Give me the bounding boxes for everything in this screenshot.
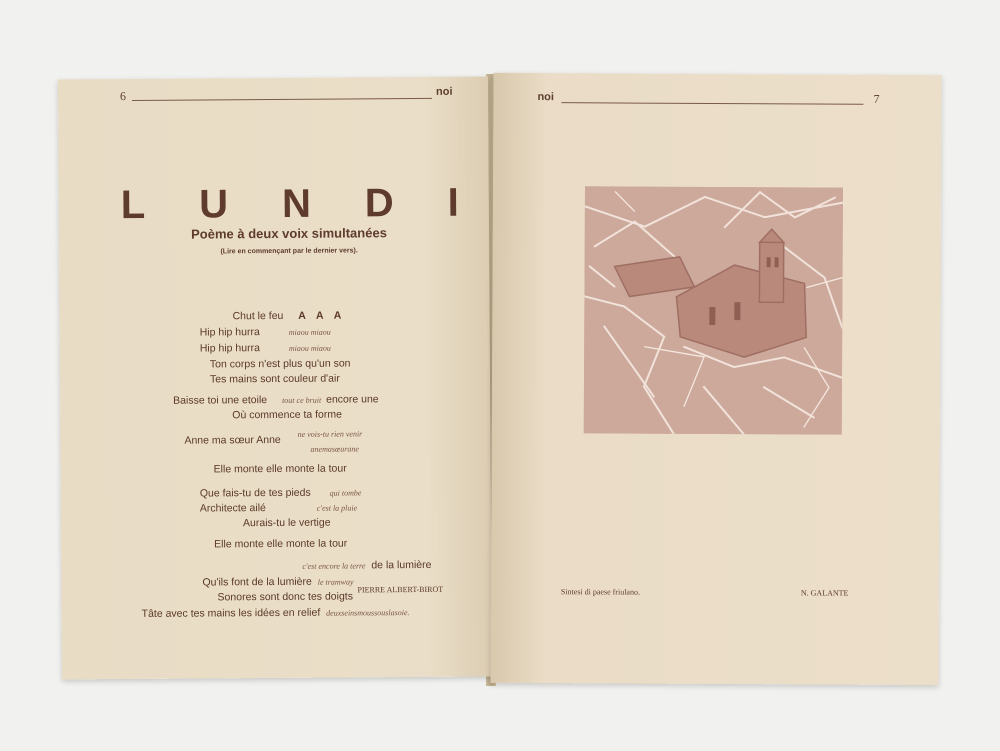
poem-italic: c'est la pluie (316, 503, 358, 513)
poem-line (200, 501, 357, 514)
page-title (121, 181, 461, 228)
artwork-illustration (584, 186, 843, 434)
artist-name: N. GALANTE (800, 588, 849, 598)
title-letter: N (281, 181, 314, 226)
page-number: 7 (873, 91, 880, 106)
title-letter: I (447, 180, 461, 225)
poem-text: Hip hip hurra (199, 326, 260, 339)
running-head: noi (537, 91, 555, 104)
poem-line (200, 342, 331, 355)
poem-italic: ne vois-tu rien venir (297, 429, 363, 439)
poem-line: Elle monte elle monte la tour (213, 462, 347, 476)
landscape-sketch (584, 186, 843, 434)
poem-line: Elle monte elle monte la tour (214, 537, 348, 551)
poem-line (310, 442, 359, 454)
title-letter: D (364, 181, 396, 226)
poem-line (302, 559, 431, 572)
poem-text: encore une (326, 393, 379, 406)
poem-line (173, 393, 379, 406)
header-rule (132, 98, 432, 101)
poem-text: Hip hip hurra (199, 342, 260, 355)
poem-text-bold: A A A (298, 309, 346, 322)
author-signature: PIERRE ALBERT-BIROT (357, 584, 444, 595)
poem-line: Tes mains sont couleur d'air (209, 372, 340, 386)
poem-line (233, 310, 346, 323)
poem-italic: tout ce bruit (282, 395, 322, 405)
running-head: noi (435, 85, 453, 98)
poem-line (200, 486, 362, 499)
right-page (490, 73, 941, 685)
poem-italic: le tramway (317, 577, 354, 587)
reading-note: (Lire en commençant par le dernier vers). (220, 247, 358, 256)
poem-text: Chut le feu (232, 309, 284, 323)
poem-italic: miaou miaou (288, 343, 331, 353)
poem-line: Où commence ta forme (232, 408, 343, 422)
poem-italic: miaou miaou (288, 327, 331, 337)
page-number: 6 (119, 89, 127, 104)
poem-italic: anemasœurane (310, 444, 359, 454)
poem-text: Tâte avec tes mains les idées en relief (141, 606, 321, 620)
artwork-caption: Sintesi di paese friulano. (560, 587, 641, 597)
poem-italic: deuxseinsmoussouslasoie. (326, 608, 410, 618)
poem-text: Anne ma sœur Anne (184, 433, 281, 447)
poem-text: Que fais-tu de tes pieds (199, 486, 311, 500)
poem-text: Baisse toi une etoile (173, 394, 268, 407)
poem-line: Ton corps n'est plus qu'un son (209, 357, 351, 371)
poem-italic: qui tombe (329, 488, 362, 498)
poem-line (200, 326, 331, 339)
poem-line: Sonores sont donc tes doigts (217, 590, 353, 604)
poem-italic: c'est encore la terre (302, 561, 366, 571)
poem-text: Qu'ils font de la lumière (202, 575, 312, 589)
title-letter: U (199, 182, 231, 227)
left-page (58, 77, 492, 680)
poem-text: Architecte ailé (199, 502, 266, 515)
poem-line (142, 606, 410, 620)
header-rule (561, 102, 863, 105)
subtitle: Poème à deux voix simultanées (191, 225, 387, 242)
poem-text: de la lumière (371, 558, 432, 572)
poem-line: Aurais-tu le vertige (242, 516, 331, 530)
title-letter: L (120, 182, 148, 228)
poem-line (202, 575, 353, 588)
